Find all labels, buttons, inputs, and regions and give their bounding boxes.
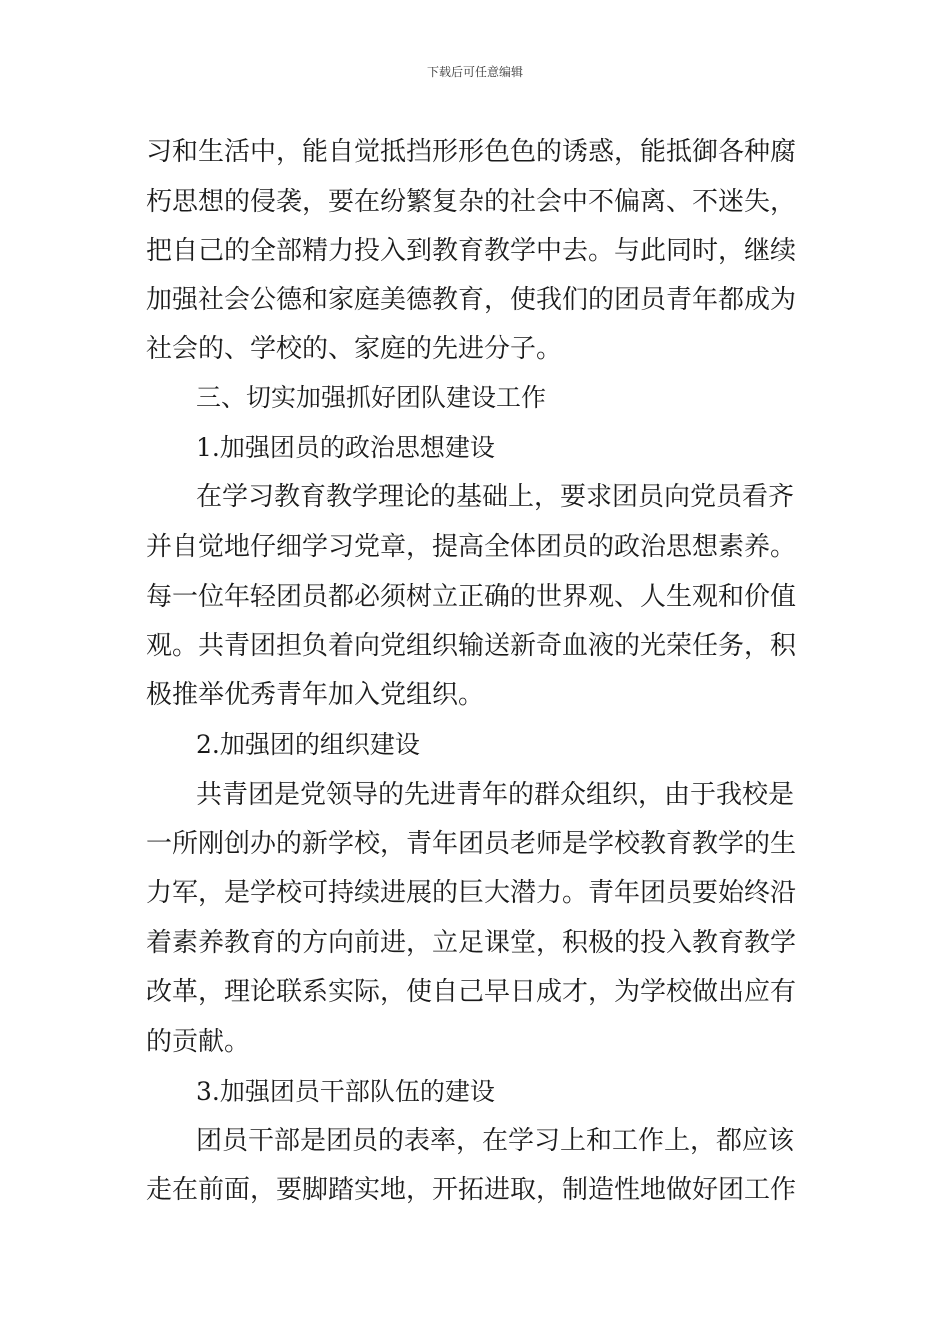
subsection-heading: 1.加强团员的政治思想建设 bbox=[196, 433, 495, 462]
paragraph-line: 一所刚创办的新学校，青年团员老师是学校教育教学的生 bbox=[146, 829, 797, 859]
paragraph-line: 把自己的全部精力投入到教育教学中去。与此同时，继续 bbox=[146, 236, 797, 266]
paragraph-line: 在学习教育教学理论的基础上，要求团员向党员看齐 bbox=[196, 482, 795, 512]
paragraph-line: 极推举优秀青年加入党组织。 bbox=[146, 680, 485, 710]
paragraph-line: 社会的、学校的、家庭的先进分子。 bbox=[146, 334, 563, 364]
paragraph-line: 并自觉地仔细学习党章，提高全体团员的政治思想素养。 bbox=[146, 532, 797, 562]
paragraph-line: 着素养教育的方向前进，立足课堂，积极的投入教育教学 bbox=[146, 928, 797, 958]
subsection-heading: 3.加强团员干部队伍的建设 bbox=[196, 1077, 495, 1106]
subsection-heading: 2.加强团的组织建设 bbox=[196, 730, 420, 759]
paragraph-line: 加强社会公德和家庭美德教育，使我们的团员青年都成为 bbox=[146, 285, 797, 315]
paragraph-line: 走在前面，要脚踏实地，开拓进取，制造性地做好团工作 bbox=[146, 1175, 797, 1205]
paragraph-line: 团员干部是团员的表率，在学习上和工作上，都应该 bbox=[196, 1126, 795, 1156]
paragraph-line: 每一位年轻团员都必须树立正确的世界观、人生观和价值 bbox=[146, 582, 797, 612]
paragraph-line: 朽思想的侵袭，要在纷繁复杂的社会中不偏离、不迷失， bbox=[146, 187, 797, 217]
paragraph-line: 的贡献。 bbox=[146, 1027, 251, 1057]
paragraph-line: 习和生活中，能自觉抵挡形形色色的诱惑，能抵御各种腐 bbox=[146, 137, 797, 167]
paragraph-line: 观。共青团担负着向党组织输送新奇血液的光荣任务，积 bbox=[146, 631, 797, 661]
paragraph-line: 共青团是党领导的先进青年的群众组织，由于我校是 bbox=[196, 780, 795, 810]
paragraph-line: 改革，理论联系实际，使自己早日成才，为学校做出应有 bbox=[146, 977, 797, 1007]
section-heading: 三、切实加强抓好团队建设工作 bbox=[196, 383, 547, 412]
page-header: 下载后可任意编辑 bbox=[426, 65, 523, 79]
paragraph-line: 力军，是学校可持续进展的巨大潜力。青年团员要始终沿 bbox=[146, 878, 797, 908]
